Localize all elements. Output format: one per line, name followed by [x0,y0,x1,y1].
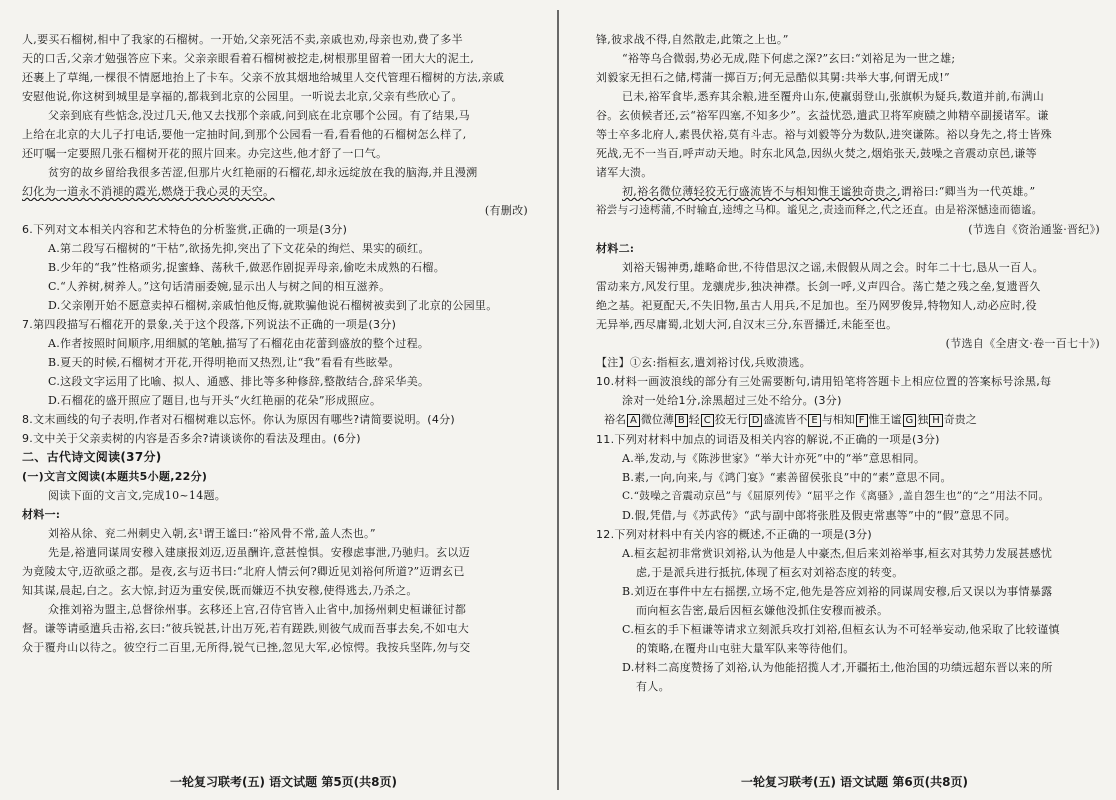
story-line: 还叮嘱一定要照几张石榴树开花的照片回来。办完这些,他才舒了一口气。 [22,147,388,160]
story-line: 天的口舌,父亲才勉强答应下来。父亲亲眼看着石榴树被挖走,树根那里留着一团大大的泥土, [22,52,475,65]
material2-label: 材料二: [596,242,635,255]
q7-option-c: C.这段文字运用了比喻、拟人、通感、排比等多种修辞,整散结合,辞采华美。 [48,375,430,388]
classical-line: 知其谋,晨起,白之。玄大惊,封迈为重安侯,既而嫌迈不执安穆,使得逃去,乃杀之。 [22,584,418,597]
q11-option-a: A.举,发动,与《陈涉世家》“举大计亦死”中的“举”意思相同。 [622,452,926,465]
classical-line: 先是,裕遣同谋周安穆入建康报刘迈,迈虽酬许,意甚惶惧。安穆虑事泄,乃驰归。玄以迈 [48,546,470,559]
q12-option-a-cont: 虑,于是派兵进行抵抗,体现了桓玄对刘裕态度的转变。 [636,566,904,579]
subsection-title: (一)文言文阅读(本题共5小题,22分) [22,470,208,483]
q12-option-d-cont: 有人。 [636,680,670,693]
classical-line: 刘毅家无担石之储,樗蒲一掷百万;何无忌酷似其舅:共举大事,何谓无成!” [596,71,950,84]
page-6 [566,0,1116,800]
box-text: 独 [917,413,929,426]
footnote: 【注】①玄:指桓玄,遣刘裕讨伐,兵败溃逃。 [596,356,811,369]
classical-line: 裕尝与刁逵樗蒲,不时输直,逵缚之马枊。谧见之,责逵而释之,代之还直。由是裕深憾逵而德谧。 [596,204,1043,216]
question-8: 8.文末画线的句子表明,作者对石榴树难以忘怀。你认为原因有哪些?请简要说明。(4分) [22,413,456,426]
question-9: 9.文中关于父亲卖树的内容是否多余?请谈谈你的看法及理由。(6分) [22,432,361,445]
box-d[interactable]: D [749,414,763,427]
question-12: 12.下列对材料中有关内容的概述,不正确的一项是(3分) [596,528,872,541]
q7-option-b: B.夏天的时候,石榴树才开花,开得明艳而又热烈,让“我”看看有些眩晕。 [48,356,400,369]
q12-option-c-cont: 的策略,在覆舟山屯驻大量军队来等待他们。 [636,642,855,655]
page-5 [0,0,550,800]
material1-label: 材料一: [22,508,61,521]
box-g[interactable]: G [903,414,917,427]
story-underlined-line: 幻化为一道永不消褪的霞光,燃烧于我心灵的天空。 [22,185,275,198]
wavy-underlined-line [596,182,1108,201]
classical-line: 众于覆舟山以待之。彼空行二百里,无所得,锐气已挫,忽见大军,必惊愕。我按兵坚阵,勿与交 [22,641,471,654]
story-line: 父亲到底有些惦念,没过几天,他又去找那个亲戚,问到底在北京哪个公园。有了结果,马 [48,109,470,122]
source-2: (节选自《全唐文·卷一百七十》) [945,337,1100,350]
question-11: 11.下列对材料中加点的词语及相关内容的解说,不正确的一项是(3分) [596,433,940,446]
question-7: 7.第四段描写石榴花开的景象,关于这个段落,下列说法不正确的一项是(3分) [22,318,397,331]
q12-option-c: C.桓玄的手下桓谦等请求立刻派兵攻打刘裕,但桓玄认为不可轻举妄动,他采取了比较谨慎 [622,623,1060,636]
story-underlined-line [22,163,536,182]
classical-line: 已未,裕军食毕,悉弃其余粮,进至覆舟山东,使羸弱登山,张旗帜为疑兵,数道并前,布满山 [622,90,1045,103]
q6-option-d: D.父亲刚开始不愿意卖掉石榴树,亲戚怕他反悔,就欺骗他说石榴树被卖到了北京的公园里。 [48,299,498,312]
story-plain: 贫穷的故乡留给我很多苦涩,但那片火红艳丽的石榴花,却永远绽放在我的脑海,并且漫溯 [48,166,478,179]
box-text: 奇贵之 [943,413,977,426]
story-line: 上给在北京的大儿子打电话,要他一定抽时间,到那个公园看一看,看看他的石榴树怎么样了, [22,128,467,141]
question-10: 10.材料一画波浪线的部分有三处需要断句,请用铅笔将答题卡上相应位置的答案标号涂黑,每 [596,375,1052,388]
section-title: 二、古代诗文阅读(37分) [22,450,162,464]
box-h[interactable]: H [929,414,943,427]
q7-option-a: A.作者按照时间顺序,用细腻的笔触,描写了石榴花由花蕾到盛放的整个过程。 [48,337,430,350]
box-a[interactable]: A [627,414,640,427]
box-f[interactable]: F [856,414,868,427]
question-10-cont: 涂对一处给1分,涂黑超过三处不给分。(3分) [622,394,842,407]
q11-option-c: C.“鼓噪之音震动京邑”与《屈原列传》“屈平之作《离骚》,盖自怨生也”的“之”用法不同。 [622,490,1050,502]
q12-option-a: A.桓玄起初非常赏识刘裕,认为他是人中豪杰,但后来刘裕举事,桓玄对其势力发展甚感忧 [622,547,1053,560]
story-source: (有删改) [484,204,528,217]
q12-option-b-cont: 而向桓玄告密,最后因桓玄嫌他没抓住安穆而被杀。 [636,604,889,617]
classical-line: 刘裕从徐、兖二州刺史入朝,玄¹谓王谧曰:“裕风骨不常,盖人杰也。” [48,527,376,540]
q12-option-b: B.刘迈在事件中左右摇摆,立场不定,他先是答应刘裕的同谋周安穆,后又误以为事情暴露 [622,585,1053,598]
q7-option-d: D.石榴花的盛开照应了题目,也与开头“火红艳丽的花朵”形成照应。 [48,394,382,407]
wavy-underline-text: 初,裕名微位薄轻狡无行盛流皆不与相知惟王谧独奇贵之, [622,185,901,198]
instruction: 阅读下面的文言文,完成10~14题。 [48,489,227,502]
q11-option-b: B.素,一向,向来,与《鸿门宴》“素善留侯张良”中的“素”意思不同。 [622,471,952,484]
source-1: (节选自《资治通鉴·晋纪》) [968,223,1100,236]
q6-option-b: B.少年的“我”性格顽劣,捉蜜蜂、荡秋千,做恶作剧捉弄母亲,偷吃未成熟的石榴。 [48,261,446,274]
q10-start: 裕名 [604,413,626,426]
box-text: 盛流皆不 [763,413,808,426]
material2-line: 雷动来方,风发行里。龙骧虎步,独决神襟。长剑一呼,义声四合。荡亡楚之残之垒,复遗晋久 [596,280,1041,293]
box-b[interactable]: B [675,414,688,427]
classical-line: “裕等乌合微弱,势必无成,陛下何虑之深?”玄曰:“刘裕足为一世之雄; [622,52,956,65]
material2-line: 绝之基。祀夏配天,不失旧物,虽古人用兵,不足加也。至乃网罗俊异,特物知人,动必应时,役 [596,299,1037,312]
q6-option-c: C.“人养树,树养人。”这句话清丽委婉,显示出人与树之间的相互滋养。 [48,280,391,293]
classical-line: 诸军大溃。 [596,166,653,179]
box-text: 狡无行 [714,413,748,426]
classical-line: 谷。玄侦候者还,云“裕军四塞,不知多少”。玄益忧恐,遣武卫将军庾赜之帅精卒副援诸军。谦 [596,109,1049,122]
page-divider [557,10,559,790]
story-line: 人,要买石榴树,相中了我家的石榴树。一开始,父亲死活不卖,亲戚也劝,母亲也劝,费了多半 [22,33,463,46]
page-footer: 一轮复习联考(五) 语文试题 第6页(共8页) [741,775,968,789]
box-text: 微位薄 [640,413,674,426]
classical-line: 为竟陵太守,迈欲亟之郡。是夜,玄与迈书曰:“北府人情云何?卿近见刘裕何所道?”迈谓玄已 [22,565,465,578]
page-footer: 一轮复习联考(五) 语文试题 第5页(共8页) [170,775,397,789]
classical-line: 众推刘裕为盟主,总督徐州事。玄移还上宫,召侍官皆入止省中,加扬州刺史桓谦征讨都 [48,603,467,616]
classical-line: 死战,无不一当百,呼声动天地。时东北风急,因纵火焚之,烟焰张天,鼓噪之音震动京邑,谦等 [596,147,1037,160]
box-text: 轻 [688,413,700,426]
classical-text: 谓裕曰:“卿当为一代英雄。” [900,185,1036,198]
classical-line: 锋,彼求战不得,自然散走,此策之上也。” [596,33,789,46]
material2-line: 刘裕天锡神勇,雄略命世,不待借思汉之谣,未假假从周之会。时年二十七,恳从一百人。 [622,261,1044,274]
classical-line: 等士卒多北府人,素畏伏裕,莫有斗志。裕与刘毅等分为数队,进突谦陈。裕以身先之,将士皆殊 [596,128,1052,141]
q12-option-d: D.材料二高度赞扬了刘裕,认为他能招揽人才,开疆拓土,他治国的功绩远超东晋以来的所 [622,661,1053,674]
story-line: 还裹上了草绳,一棵很不情愿地抬上了卡车。父亲不放其烟地给城里人交代管理石榴树的方法,亲戚 [22,71,505,84]
question-6: 6.下列对文本相关内容和艺术特色的分析鉴赏,正确的一项是(3分) [22,223,348,236]
box-c[interactable]: C [701,414,714,427]
q10-answer-boxes [596,410,1108,430]
q6-option-a: A.第二段写石榴树的“干枯”,欲扬先抑,突出了下文花朵的绚烂、果实的硕红。 [48,242,430,255]
story-line: 安慰他说,你这树到城里是享福的,都栽到北京的公园里。一听说去北京,父亲有些欣心了。 [22,90,463,103]
q11-option-d: D.假,凭借,与《苏武传》“武与副中郎将张胜及假吏常惠等”中的“假”意思不同。 [622,509,1017,522]
material2-line: 无异举,西尽庸蜀,北划大河,自汉末三分,东晋播迁,未能至也。 [596,318,898,331]
classical-line: 督。谦等请亟遣兵击裕,玄曰:“彼兵锐甚,计出万死,若有蹉跌,则彼气成而吾事去矣,不如屯大 [22,622,470,635]
box-text: 惟王谧 [868,413,902,426]
box-text: 与相知 [821,413,855,426]
box-e[interactable]: E [808,414,820,427]
